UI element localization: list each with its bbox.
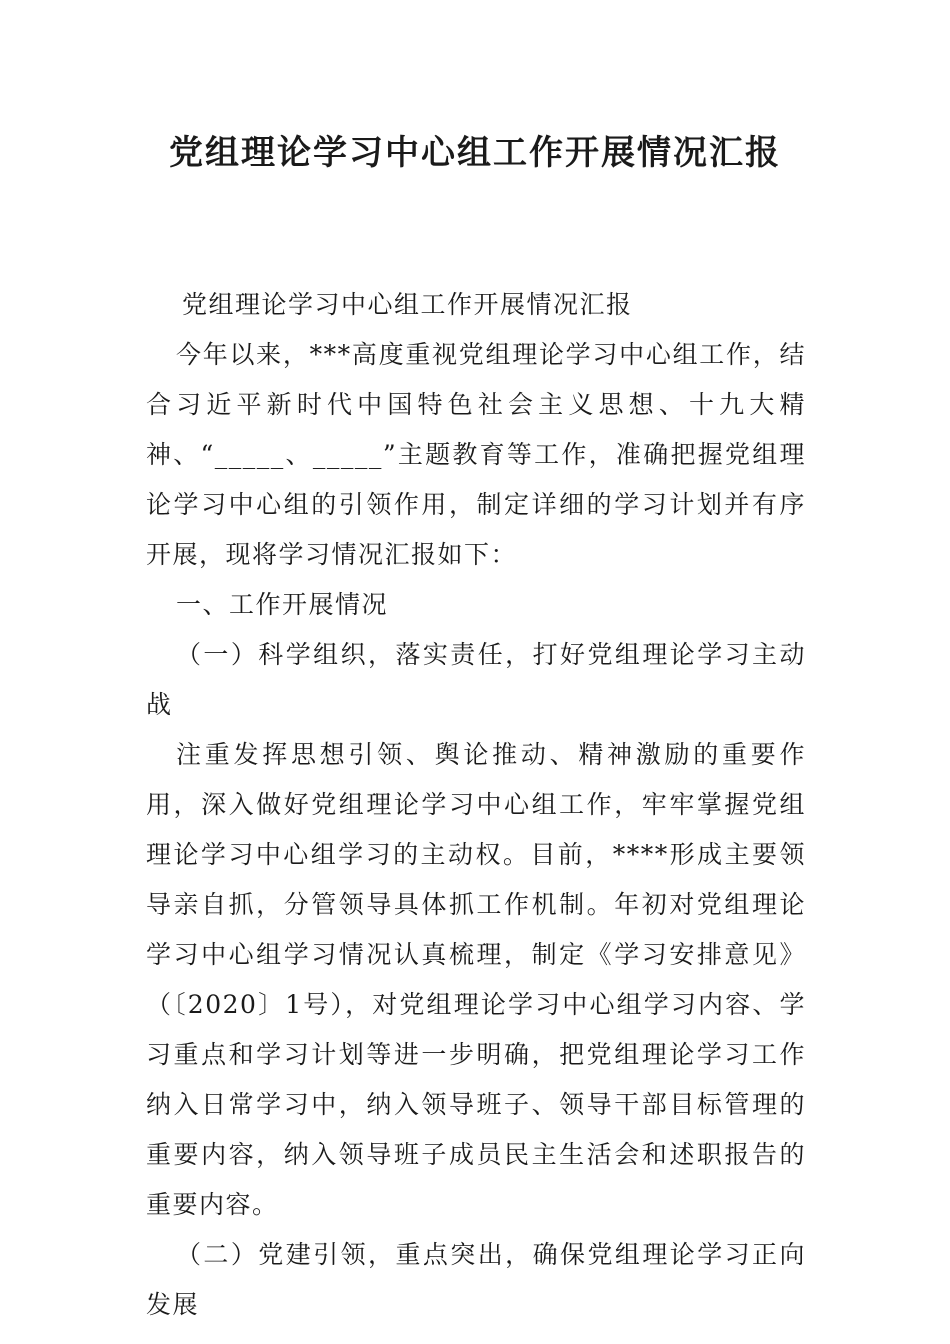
document-body: [146, 280, 806, 1330]
intro-paragraph: 今年以来，***高度重视党组理论学习中心组工作，结合习近平新时代中国特色社会主义思想、十九大精神、“_____、_____”主题教育等工作，准确把握党组理论学习中心组的引领作用，制定详细的学习计划并有序开展，现将学习情况汇报如下：: [146, 340, 806, 569]
document-subtitle: 党组理论学习中心组工作开展情况汇报: [182, 290, 633, 319]
document-title: 党组理论学习中心组工作开展情况汇报: [169, 133, 781, 173]
body-paragraph-1: 注重发挥思想引领、舆论推动、精神激励的重要作用，深入做好党组理论学习中心组工作，牢牢掌握党组理论学习中心组学习的主动权。目前，****形成主要领导亲自抓，分管领导具体抓工作机制。年初对党组理论学习中心组学习情况认真梳理，制定《学习安排意见》（〔2020〕1号），对党组理论学习中心组学习内容、学习重点和学习计划等进一步明确，把党组理论学习工作纳入日常学习中，纳入领导班子、领导干部目标管理的重要内容，纳入领导班子成员民主生活会和述职报告的重要内容。: [146, 740, 806, 1219]
section-heading: 一、工作开展情况: [176, 590, 389, 619]
subsection-heading-2: （二）党建引领，重点突出，确保党组理论学习正向发展: [146, 1240, 806, 1319]
subsection-heading-1: （一）科学组织，落实责任，打好党组理论学习主动战: [146, 640, 806, 719]
